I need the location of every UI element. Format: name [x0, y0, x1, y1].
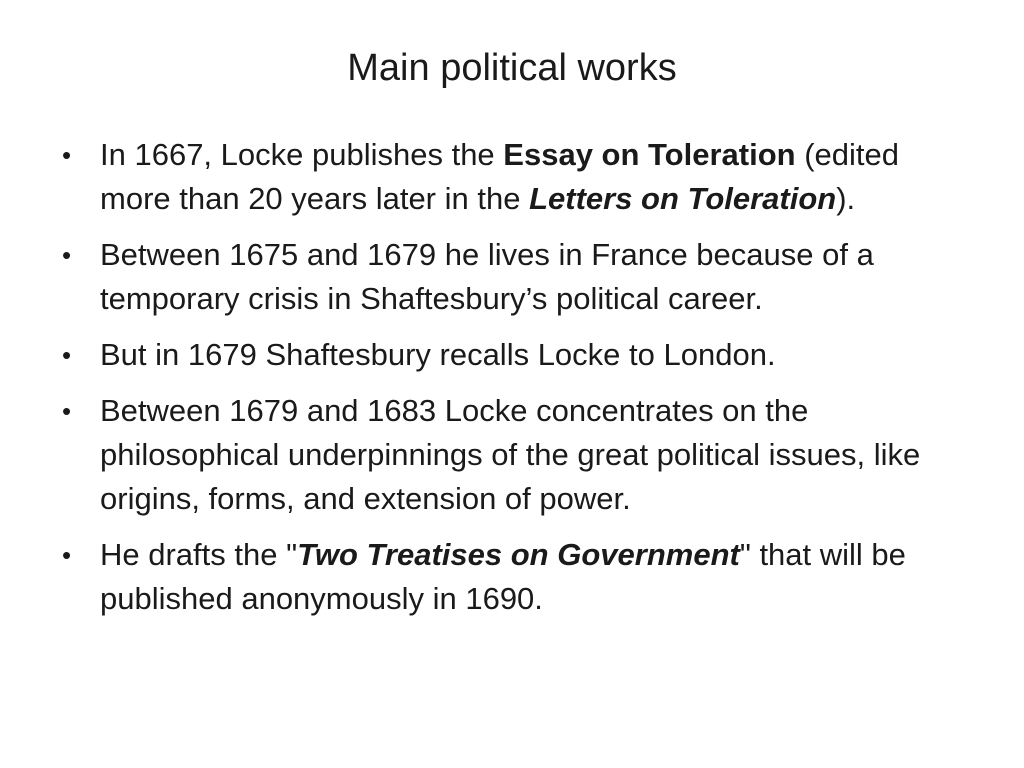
bullet-text: " that will be published anonymously in 1690.	[100, 537, 906, 616]
bullet-text: He drafts the "	[100, 537, 298, 572]
bullet-text: Between 1679 and 1683 Locke concentrates on the philosophical underpinnings of the great political issues, like origins, forms, and extension of power.	[100, 393, 921, 516]
bullet-item	[62, 389, 967, 521]
bullet-icon: •	[62, 540, 72, 570]
bullet-text: In 1667, Locke publishes the	[100, 137, 504, 172]
essay-title: Essay on Toleration	[503, 137, 796, 172]
bullet-text: (edited more than 20 years later in the	[100, 137, 899, 216]
bullet-item	[62, 133, 967, 221]
letters-title: Letters on Toleration	[529, 181, 837, 216]
bullet-item	[62, 333, 967, 377]
slide-title: Main political works	[347, 47, 677, 89]
bullet-item	[62, 233, 967, 321]
bullet-icon: •	[62, 340, 72, 370]
bullet-item	[62, 533, 967, 621]
bullet-text: ).	[836, 181, 856, 216]
treatises-title: Two Treatises on Government	[297, 537, 740, 572]
bullet-icon: •	[62, 396, 72, 426]
bullet-list	[62, 133, 967, 633]
bullet-icon: •	[62, 140, 72, 170]
bullet-icon: •	[62, 240, 72, 270]
bullet-text: Between 1675 and 1679 he lives in France because of a temporary crisis in Shaftesbury’s political career.	[100, 237, 874, 316]
bullet-text: But in 1679 Shaftesbury recalls Locke to London.	[100, 337, 776, 372]
